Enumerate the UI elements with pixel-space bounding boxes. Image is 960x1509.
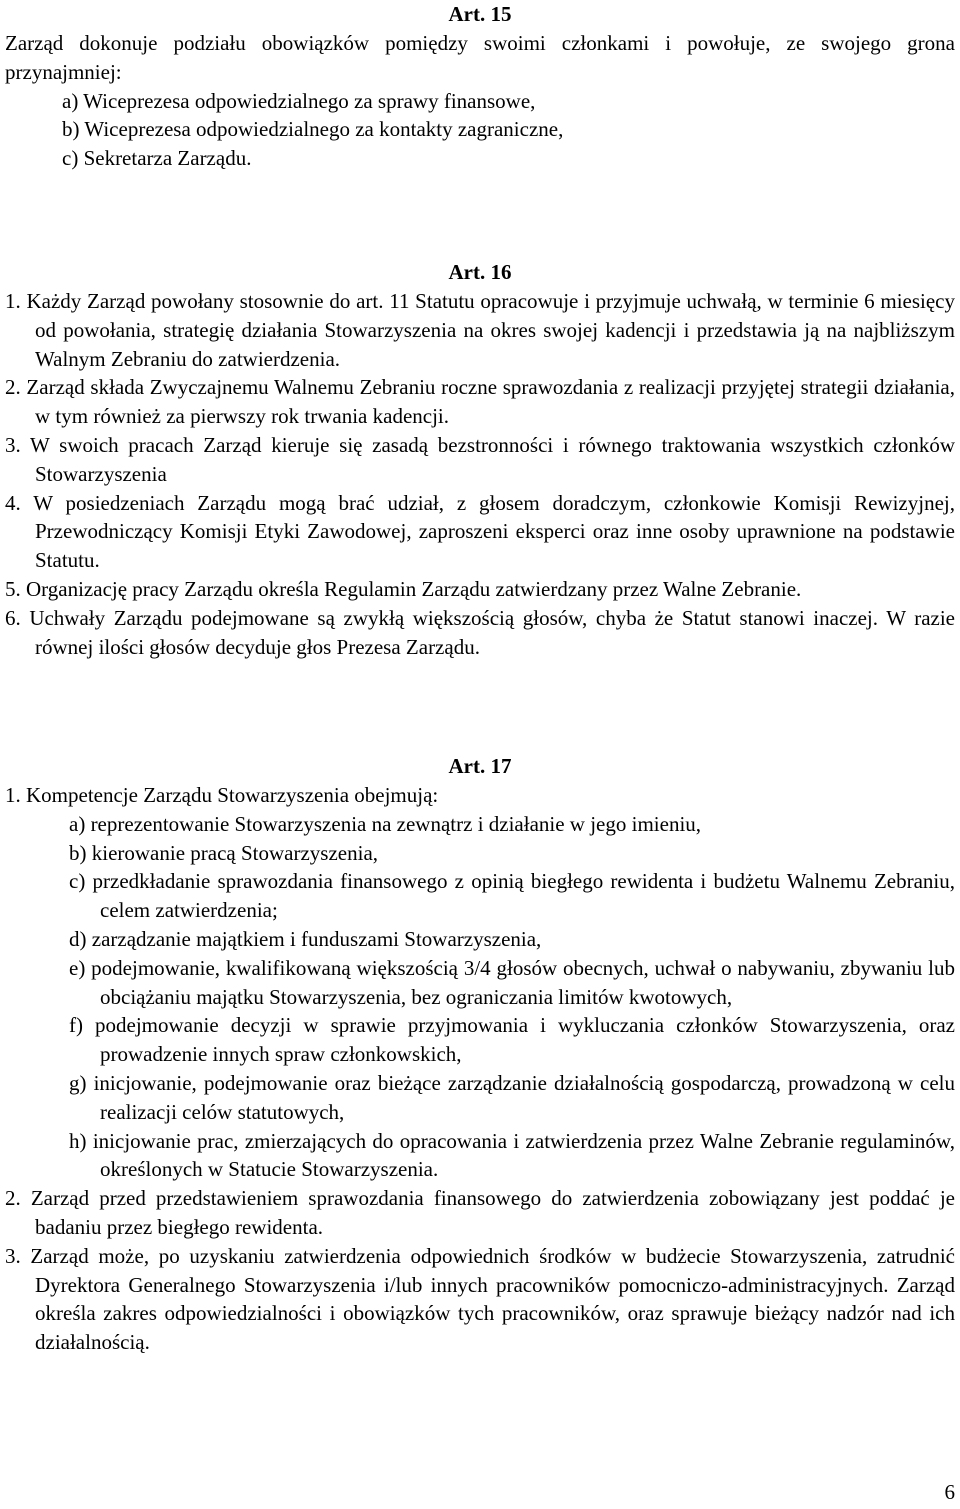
art17-point-1: 1. Kompetencje Zarządu Stowarzyszenia obejmują: (5, 783, 439, 807)
art17-point-3: 3. Zarząd może, po uzyskaniu zatwierdzenia odpowiednich środków w budżecie Stowarzyszenia, zatrudnić Dyrektora Generalnego Stowarzyszenia i/lub innych pracowników pomocniczo-administracyjnych. Zarząd określa zakres odpowiedzialności i obowiązków tych pracowników, oraz sprawuje bieżący nadzór nad ich działalnością. (5, 1243, 955, 1355)
art16-point-1: 1. Każdy Zarząd powołany stosownie do art. 11 Statutu opracowuje i przyjmuje uchwałą, w terminie 6 miesięcy od powołania, strategię działania Stowarzyszenia na okres swojej kadencji i przedstawia ją na najbliższym Walnym Zebraniu do zatwierdzenia. (5, 289, 955, 371)
art16-point-6: 6. Uchwały Zarządu podejmowane są zwykłą większością głosów, chyba że Statut stanowi inaczej. W razie równej ilości głosów decyduje głos Prezesa Zarządu. (5, 605, 955, 659)
art17-item-h: h) inicjowanie prac, zmierzających do opracowania i zatwierdzenia przez Walne Zebranie regulaminów, określonych w Statucie Stowarzyszenia. (69, 1128, 955, 1182)
art15-item-b: b) Wiceprezesa odpowiedzialnego za kontakty zagraniczne, (62, 117, 564, 142)
art17-item-f: f) podejmowanie decyzji w sprawie przyjmowania i wykluczania członków Stowarzyszenia, oraz prowadzenie innych spraw członkowskich, (69, 1013, 955, 1067)
art17-heading: Art. 17 (448, 754, 512, 778)
art17-item-g: g) inicjowanie, podejmowanie oraz bieżące zarządzanie działalnością gospodarczą, prowadzoną w celu realizacji celów statutowych, (69, 1070, 955, 1124)
art15-heading: Art. 15 (448, 2, 512, 26)
art15-body (5, 29, 955, 173)
art17-point-2: 2. Zarząd przed przedstawieniem sprawozdania finansowego do zatwierdzenia zobowiązany jest poddać je badaniu przez biegłego rewidenta. (5, 1186, 955, 1239)
art15-intro: Zarząd dokonuje podziału obowiązków pomiędzy swoimi członkami i powołuje, ze swojego grona przynajmniej: (5, 31, 955, 84)
art16-heading: Art. 16 (448, 260, 512, 284)
art16-body (5, 287, 955, 661)
art17-item-b: b) kierowanie pracą Stowarzyszenia, (69, 840, 379, 865)
art17-item-a: a) reprezentowanie Stowarzyszenia na zewnątrz i działanie w jego imieniu, (69, 811, 702, 836)
art17-body (5, 781, 955, 1357)
art15-item-a: a) Wiceprezesa odpowiedzialnego za sprawy finansowe, (62, 88, 536, 113)
art16-point-2: 2. Zarząd składa Zwyczajnemu Walnemu Zebraniu roczne sprawozdania z realizacji przyjętej strategii działania, w tym również za pierwszy rok trwania kadencji. (5, 375, 955, 429)
art17-item-c: c) przedkładanie sprawozdania finansowego z opinią biegłego rewidenta i budżetu Walnemu Zebraniu, celem zatwierdzenia; (69, 869, 955, 923)
art16-point-5: 5. Organizację pracy Zarządu określa Regulamin Zarządu zatwierdzany przez Walne Zebranie. (5, 576, 802, 601)
page-number: 6 (944, 1480, 955, 1504)
art17-item-e: e) podejmowanie, kwalifikowaną większością 3/4 głosów obecnych, uchwał o nabywaniu, zbywaniu lub obciążaniu majątku Stowarzyszenia, bez ograniczania limitów kwotowych, (69, 955, 955, 1009)
art16-point-4: 4. W posiedzeniach Zarządu mogą brać udział, z głosem doradczym, członkowie Komisji Rewizyjnej, Przewodniczący Komisji Etyki Zawodowej, zaproszeni eksperci oraz inne osoby uprawnione na podstawie Statutu. (5, 490, 955, 573)
art15-item-c: c) Sekretarza Zarządu. (62, 146, 252, 171)
art16-point-3: 3. W swoich pracach Zarząd kieruje się zasadą bezstronności i równego traktowania wszystkich członków Stowarzyszenia (5, 432, 955, 486)
art17-item-d: d) zarządzanie majątkiem i funduszami Stowarzyszenia, (69, 926, 542, 951)
